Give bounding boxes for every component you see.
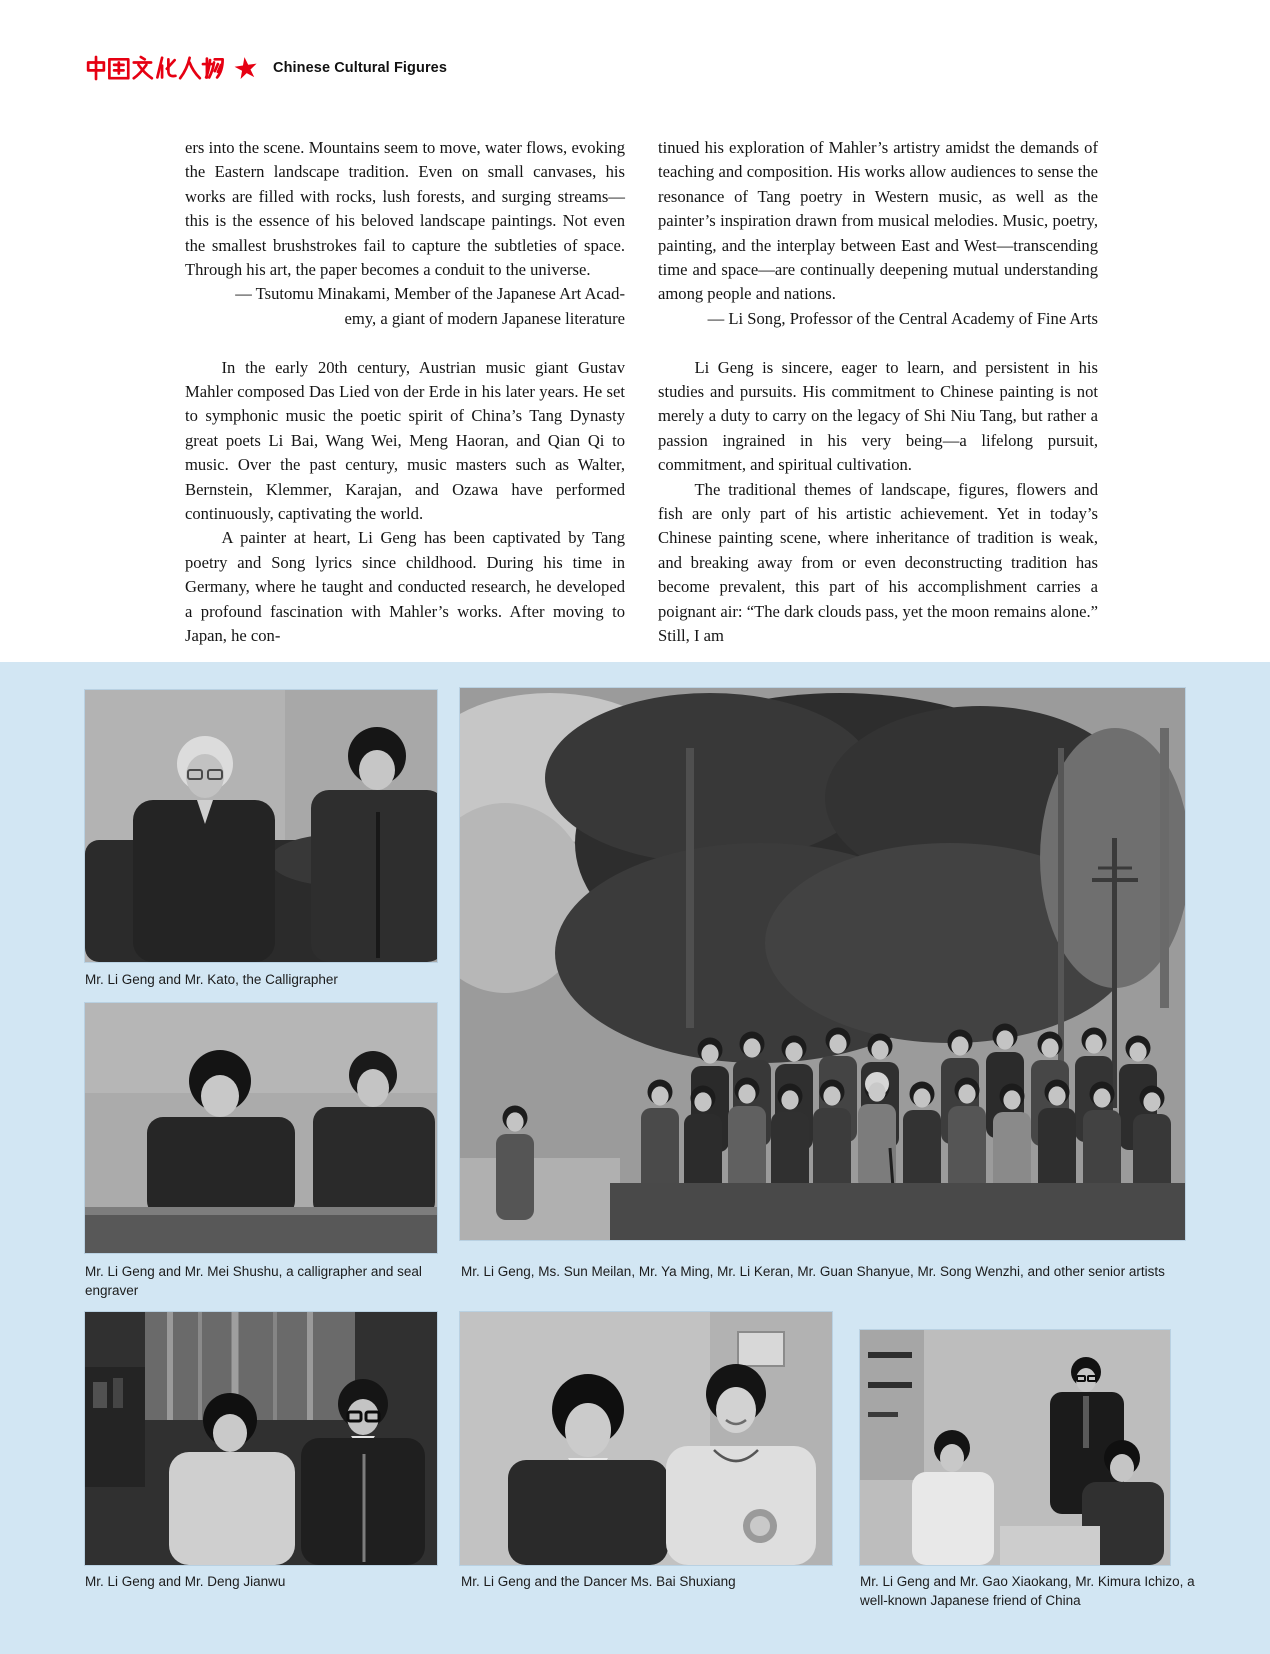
photo-caption: Mr. Li Geng and Mr. Deng Jianwu bbox=[85, 1574, 286, 1589]
photo-caption: Mr. Li Geng and Mr. Mei Shushu, a calligrapher and seal engraver bbox=[85, 1264, 422, 1298]
spacer bbox=[658, 331, 1098, 355]
photo-caption: Mr. Li Geng and Mr. Gao Xiaokang, Mr. Kimura Ichizo, a well-known Japanese friend of China bbox=[860, 1574, 1195, 1608]
photo-li-geng-and-deng-jianwu bbox=[85, 1312, 437, 1565]
paragraph: Li Geng is sincere, eager to learn, and persistent in his studies and pursuits. His commitment to Chinese painting is not merely a duty to carry on the legacy of Shi Niu Tang, but rather a passion ingrained in his very being—a lifelong pursuit, commitment, and spiritual cultivation. bbox=[658, 357, 1098, 475]
article-column-right bbox=[658, 136, 1098, 649]
photo-caption: Mr. Li Geng, Ms. Sun Meilan, Mr. Ya Ming, Mr. Li Keran, Mr. Guan Shanyue, Mr. Song Wenzhi, and other senior artists bbox=[461, 1264, 1165, 1279]
paragraph: The traditional themes of landscape, figures, flowers and fish are only part of his artistic achievement. Yet in today’s Chinese painting scene, where inheritance of tradition is weak, and breaking away from or even deconstructing tradition has become prevalent, this part of his accomplishment carries a poignant air: “The dark clouds pass, yet the moon remains alone.” Still, I am bbox=[658, 479, 1098, 646]
photo-group-senior-artists bbox=[460, 688, 1185, 1240]
photo-gallery-band bbox=[0, 662, 1270, 1654]
article-column-left bbox=[185, 136, 625, 649]
photo-li-geng-and-bai-shuxiang bbox=[460, 1312, 832, 1565]
paragraph: In the early 20th century, Austrian music giant Gustav Mahler composed Das Lied von der Erde in his later years. He set to symphonic music the poetic spirit of China’s Tang Dynasty great poets Li Bai, Wang Wei, Meng Haoran, and Qian Qi to music. Over the past century, music masters such as Walter, Bernstein, Klemmer, Karajan, and Ozawa have performed continuously, captivating the world. bbox=[185, 357, 625, 524]
paragraph: tinued his exploration of Mahler’s artistry amidst the demands of teaching and composition. His works allow audiences to sense the resonance of Tang poetry in Western music, as well as the painter’s inspiration drawn from musical melodies. Music, poetry, painting, and the interplay between East and West—transcending time and space—are continually deepening mutual understanding among people and nations. bbox=[658, 138, 1098, 304]
photo-caption: Mr. Li Geng and the Dancer Ms. Bai Shuxiang bbox=[461, 1574, 736, 1589]
photo-li-geng-and-kato bbox=[85, 690, 437, 962]
attribution: — Li Song, Professor of the Central Academy of Fine Arts bbox=[707, 308, 1098, 328]
attribution: emy, a giant of modern Japanese literature bbox=[344, 308, 625, 328]
photo-li-geng-gao-xiaokang-kimura-ichizo bbox=[860, 1330, 1170, 1565]
photo-li-geng-and-mei-shushu bbox=[85, 1003, 437, 1253]
attribution: — Tsutomu Minakami, Member of the Japanese Art Acad- bbox=[235, 284, 625, 304]
masthead bbox=[85, 50, 447, 86]
photo-caption: Mr. Li Geng and Mr. Kato, the Calligrapher bbox=[85, 972, 338, 987]
masthead-title: Chinese Cultural Figures bbox=[273, 60, 448, 76]
chinese-logo-calligraphy bbox=[85, 54, 225, 82]
spacer bbox=[185, 331, 625, 355]
paragraph: ers into the scene. Mountains seem to move, water flows, evoking the Eastern landscape tradition. Even on small canvases, his works are filled with rocks, lush forests, and surging streams—this is the essence of his beloved landscape paintings. Not even the smallest brushstrokes fail to capture the subtleties of space. Through his art, the paper becomes a conduit to the universe. bbox=[185, 138, 625, 280]
star-icon: ★ bbox=[230, 48, 262, 87]
paragraph: A painter at heart, Li Geng has been captivated by Tang poetry and Song lyrics since childhood. During his time in Germany, where he taught and conducted research, he developed a profound fascination with Mahler’s works. After moving to Japan, he con- bbox=[185, 528, 625, 646]
